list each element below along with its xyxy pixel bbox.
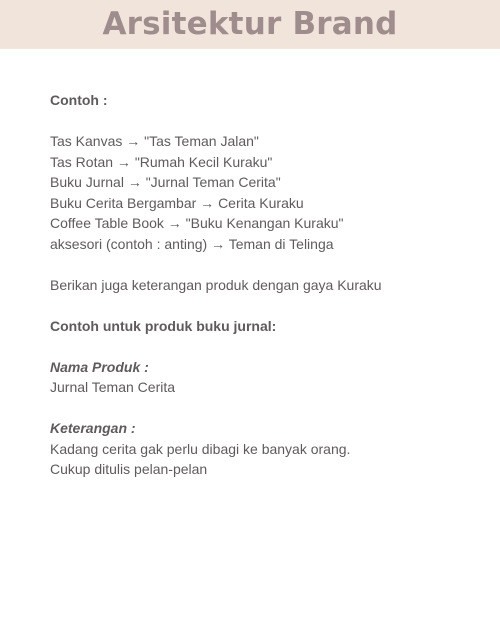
example-list	[50, 131, 470, 254]
example-item: Coffee Table Book → "Buku Kenangan Kuraku"	[50, 215, 344, 231]
example-heading: Contoh :	[50, 92, 108, 108]
spacer	[50, 254, 470, 275]
example-item: Tas Kanvas → "Tas Teman Jalan"	[50, 133, 259, 149]
page-title: Arsitektur Brand	[102, 5, 398, 42]
spacer	[50, 336, 470, 357]
description-line: Cukup ditulis pelan-pelan	[50, 461, 208, 477]
header-banner	[0, 0, 500, 49]
example-item: aksesori (contoh : anting) → Teman di Telinga	[50, 235, 334, 252]
example-item: Buku Cerita Bergambar → Cerita Kuraku	[50, 194, 304, 211]
spacer	[50, 111, 470, 132]
product-name-label: Nama Produk :	[50, 358, 149, 375]
example-item: Tas Rotan → "Rumah Kecil Kuraku"	[50, 153, 273, 170]
spacer	[50, 295, 470, 316]
description-label: Keterangan :	[50, 420, 136, 436]
spacer	[50, 398, 470, 419]
product-name-value: Jurnal Teman Cerita	[50, 379, 176, 395]
example-item: Buku Jurnal → "Jurnal Teman Cerita"	[50, 174, 281, 190]
description-line: Kadang cerita gak perlu dibagi ke banyak orang.	[50, 440, 351, 457]
instruction-text: Berikan juga keterangan produk dengan gaya Kuraku	[50, 276, 382, 293]
content-body	[50, 90, 470, 480]
journal-heading: Contoh untuk produk buku jurnal:	[50, 317, 277, 334]
